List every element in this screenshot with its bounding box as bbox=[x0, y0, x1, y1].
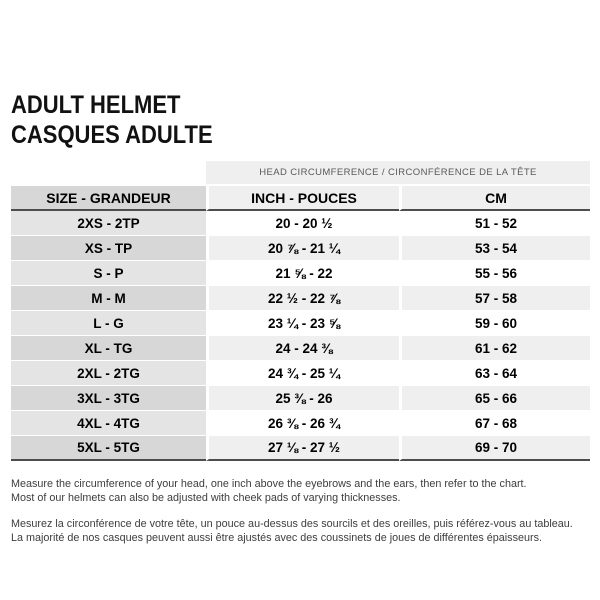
note-english bbox=[11, 478, 593, 505]
note-fr-line2: La majorité de nos casques peuvent aussi être ajustés avec des coussinets de joues de différentes épaisseurs. bbox=[11, 531, 542, 544]
column-header-size: SIZE - GRANDEUR bbox=[11, 186, 206, 211]
cm-cell: 63 - 64 bbox=[399, 361, 590, 386]
cm-cell: 59 - 60 bbox=[399, 311, 590, 336]
inch-cell: 24 - 24 ⅜ bbox=[206, 336, 399, 361]
table-row bbox=[11, 436, 590, 461]
inch-cell: 23 ¼ - 23 ⅝ bbox=[206, 311, 399, 336]
size-cell: 2XL - 2TG bbox=[11, 361, 206, 386]
cm-cell: 69 - 70 bbox=[399, 436, 590, 461]
note-en-line1: Measure the circumference of your head, one inch above the eyebrows and the ears, then refer to the chart. bbox=[11, 478, 527, 490]
table-row bbox=[11, 386, 590, 411]
table-row bbox=[11, 411, 590, 436]
banner-spacer bbox=[11, 161, 206, 186]
column-header-cm: CM bbox=[399, 186, 590, 211]
table-row bbox=[11, 236, 590, 261]
table-row bbox=[11, 336, 590, 361]
table-row bbox=[11, 261, 590, 286]
inch-cell: 25 ⅜ - 26 bbox=[206, 386, 399, 411]
inch-cell: 24 ¾ - 25 ¼ bbox=[206, 361, 399, 386]
column-header-inch: INCH - POUCES bbox=[206, 186, 399, 211]
cm-cell: 51 - 52 bbox=[399, 211, 590, 236]
note-fr-line1: Mesurez la circonférence de votre tête, un pouce au-dessus des sourcils et des oreilles, puis référez-vous au tableau. bbox=[11, 518, 573, 530]
cm-cell: 53 - 54 bbox=[399, 236, 590, 261]
size-cell: M - M bbox=[11, 286, 206, 311]
table-row bbox=[11, 286, 590, 311]
size-cell: L - G bbox=[11, 311, 206, 336]
column-header-row bbox=[11, 186, 590, 211]
cm-cell: 67 - 68 bbox=[399, 411, 590, 436]
inch-cell: 20 ⅞ - 21 ¼ bbox=[206, 236, 399, 261]
size-cell: XS - TP bbox=[11, 236, 206, 261]
table-row bbox=[11, 361, 590, 386]
cm-cell: 57 - 58 bbox=[399, 286, 590, 311]
note-en-line2: Most of our helmets can also be adjusted with cheek pads of varying thicknesses. bbox=[11, 491, 401, 504]
inch-cell: 21 ⅝ - 22 bbox=[206, 261, 399, 286]
table-row bbox=[11, 211, 590, 236]
note-french bbox=[11, 518, 593, 545]
table-row bbox=[11, 311, 590, 336]
size-cell: S - P bbox=[11, 261, 206, 286]
size-chart-table bbox=[11, 161, 590, 461]
inch-cell: 27 ⅛ - 27 ½ bbox=[206, 436, 399, 461]
size-cell: 4XL - 4TG bbox=[11, 411, 206, 436]
inch-cell: 22 ½ - 22 ⅞ bbox=[206, 286, 399, 311]
head-circumference-banner: HEAD CIRCUMFERENCE / CIRCONFÉRENCE DE LA TÊTE bbox=[206, 161, 590, 186]
size-cell: 3XL - 3TG bbox=[11, 386, 206, 411]
page-title-en: ADULT HELMET bbox=[11, 91, 181, 119]
size-chart-table-wrap bbox=[11, 161, 590, 461]
size-cell: XL - TG bbox=[11, 336, 206, 361]
inch-cell: 20 - 20 ½ bbox=[206, 211, 399, 236]
size-cell: 5XL - 5TG bbox=[11, 436, 206, 461]
measurement-notes bbox=[11, 478, 593, 558]
cm-cell: 55 - 56 bbox=[399, 261, 590, 286]
page-title bbox=[11, 90, 213, 150]
cm-cell: 65 - 66 bbox=[399, 386, 590, 411]
page-title-fr: CASQUES ADULTE bbox=[11, 121, 213, 149]
inch-cell: 26 ⅜ - 26 ¾ bbox=[206, 411, 399, 436]
size-cell: 2XS - 2TP bbox=[11, 211, 206, 236]
banner-row bbox=[11, 161, 590, 186]
cm-cell: 61 - 62 bbox=[399, 336, 590, 361]
